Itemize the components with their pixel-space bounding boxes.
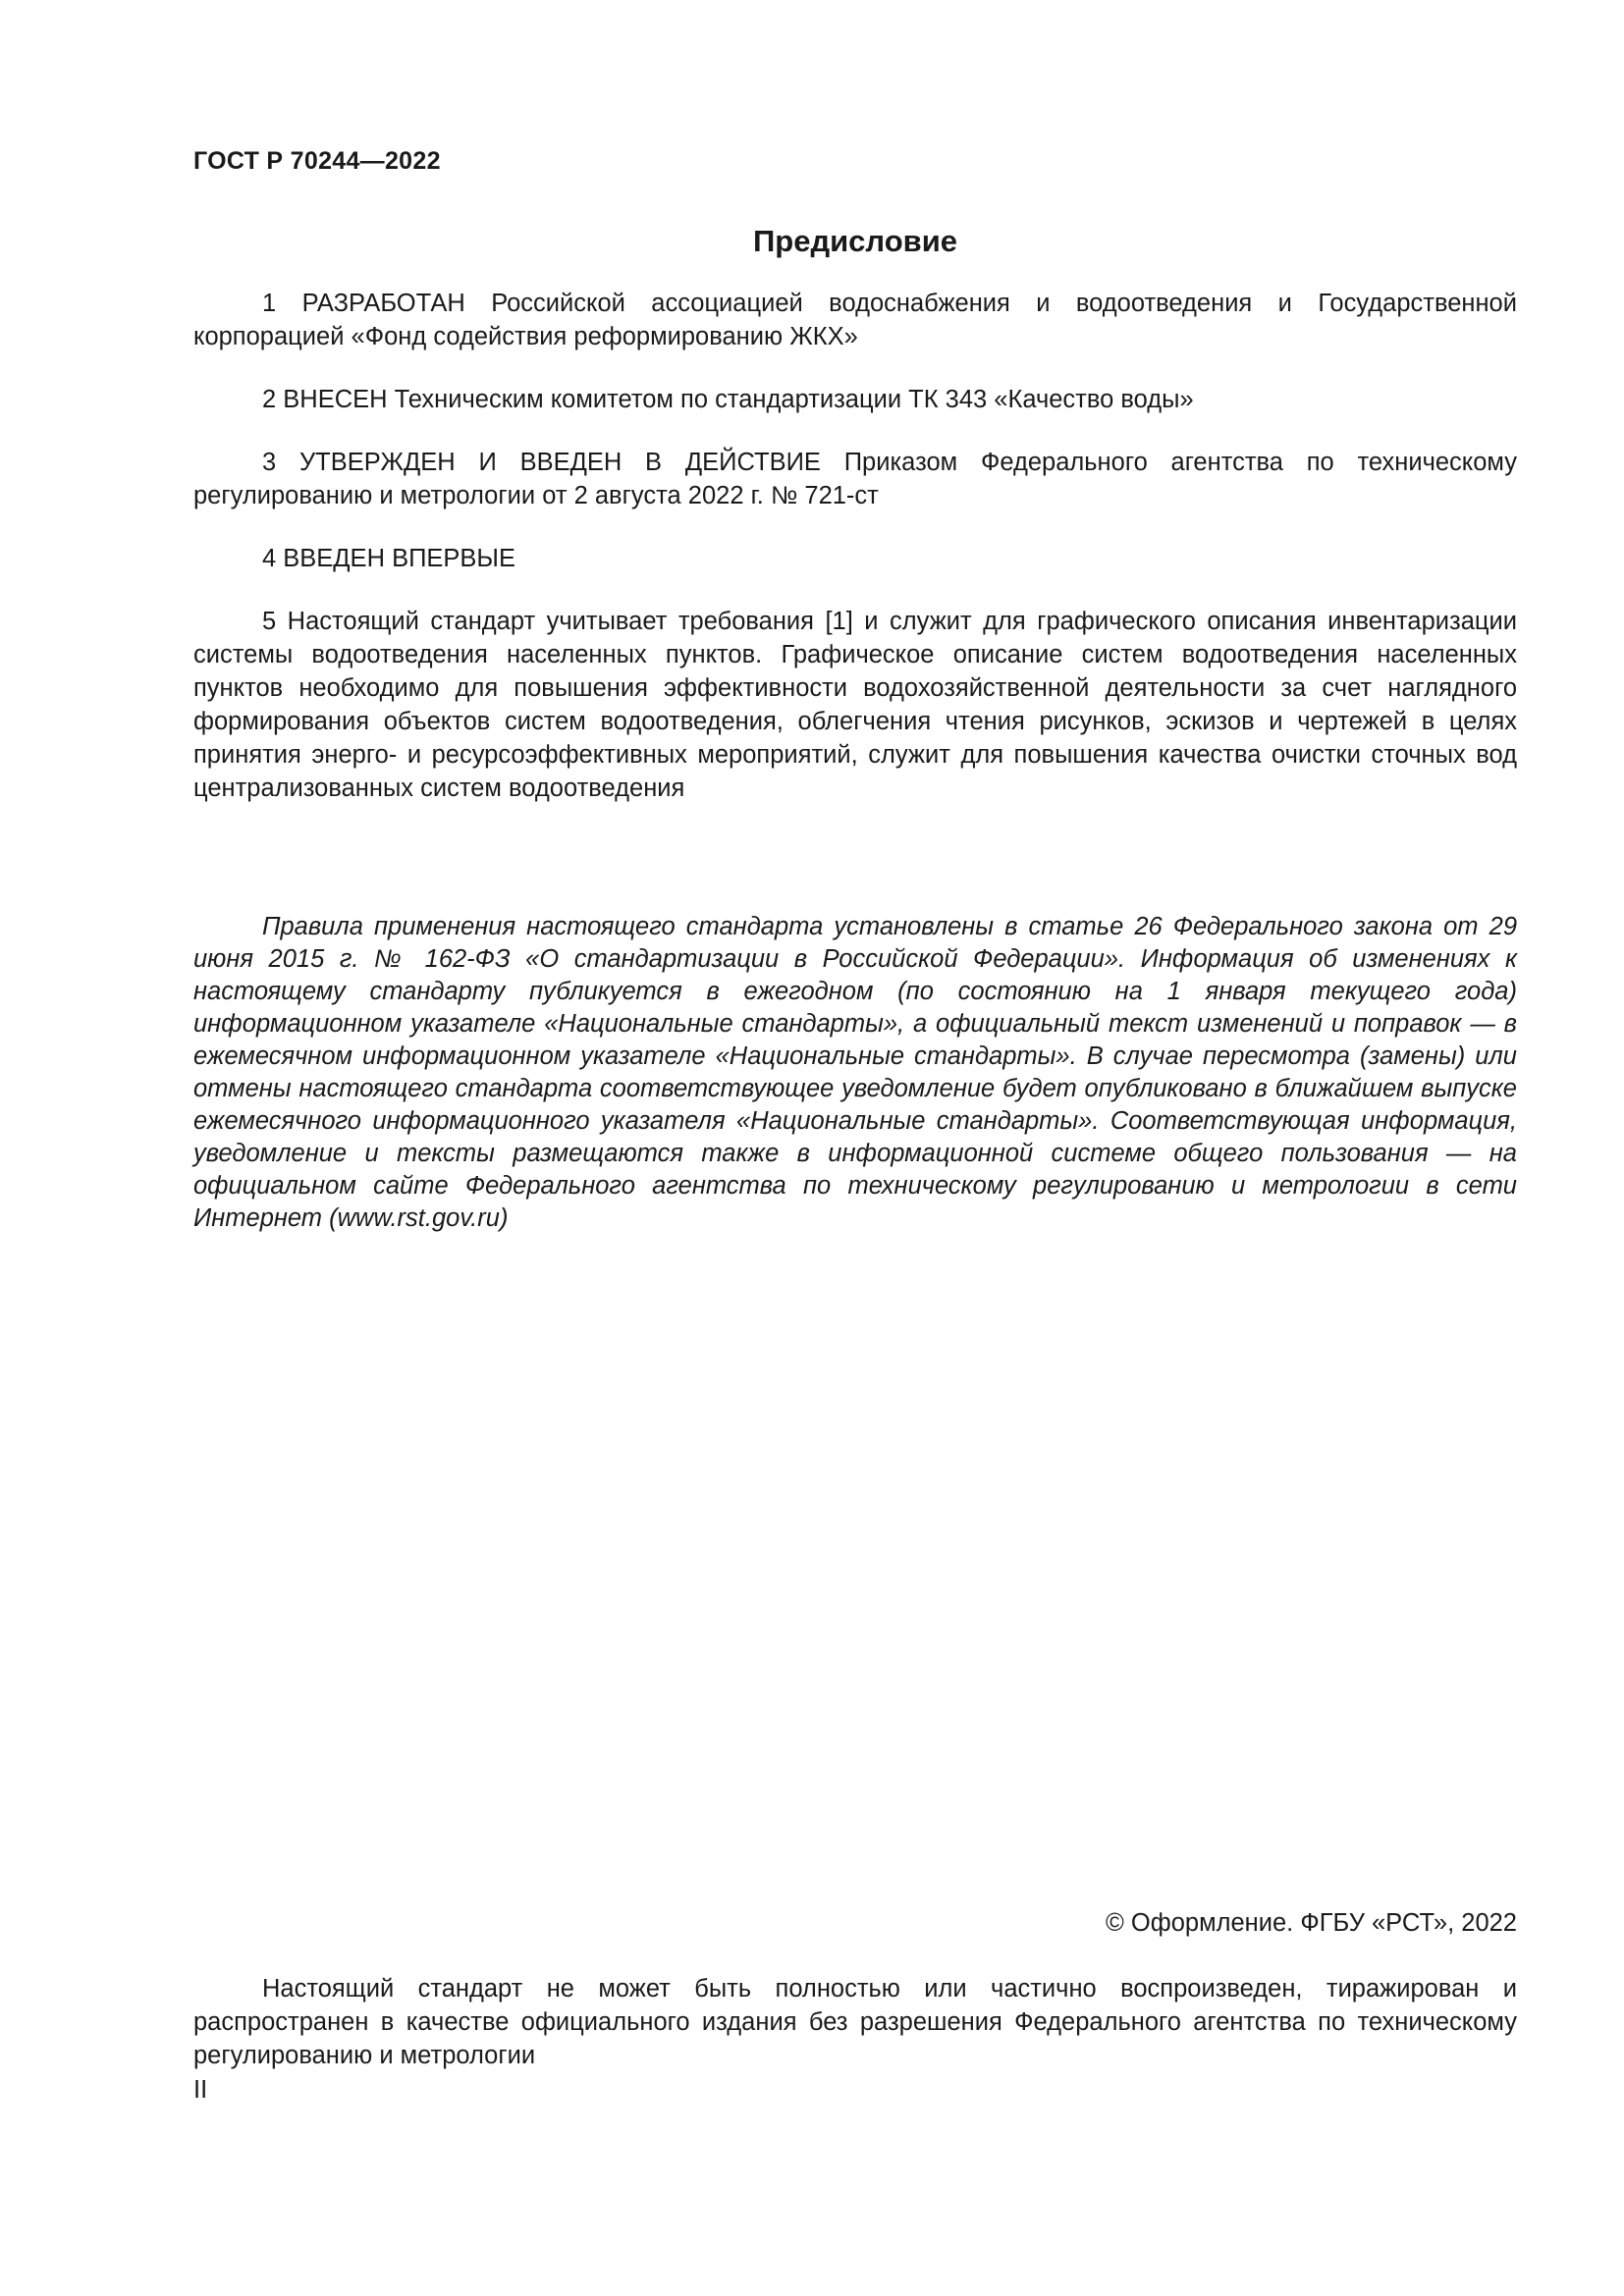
preface-item-2 — [193, 383, 1517, 416]
preface-item-lead: 1 РАЗРАБОТАН — [262, 290, 465, 317]
document-page — [193, 0, 1517, 2296]
application-rules-note: Правила применения настоящего стандарта установлены в статье 26 Федерального закона от 29 июня 2015 г. № 162-ФЗ «О стандартизации в Российской Федерации». Информация об изменениях к настоящему стандарту публикуется в ежегодном (по состоянию на 1 января текущего года) информационном указателе «Национальные стандарты», а официальный текст изменений и поправок — в ежемесячном информационном указателе «Национальные стандарты». В случае пересмотра (замены) или отмены настоящего стандарта соответствующее уведомление будет опубликовано в ближайшем выпуске ежемесячного информационного указателя «Национальные стандарты». Соответствующая информация, уведомление и тексты размещаются также в информационной системе общего пользования — на официальном сайте Федерального агентства по техническому регулированию и метрологии в сети Интернет (www.rst.gov.ru) — [193, 913, 1517, 1232]
preface-item-text: Приказом Федерального агентства по техническому регулированию и метрологии от 2 августа 2022 г. № 721-ст — [193, 449, 1517, 509]
page-title: Предисловие — [752, 224, 957, 258]
preface-item-text: Настоящий стандарт учитывает требования [1] и служит для графического описания инвентаризации системы водоотведения населенных пунктов. Графическое описание систем водоотведения населенных пунктов необходимо для повышения эффективности водохозяйственной деятельности за счет наглядного формирования объектов систем водоотведения, облегчения чтения рисунков, эскизов и чертежей в целях принятия энерго- и ресурсоэффективных мероприятий, служит для повышения качества очистки сточных вод централизованных систем водоотведения — [193, 608, 1517, 802]
preface-item-4 — [193, 542, 1517, 575]
preface-section — [193, 287, 1517, 834]
preface-item-lead: 3 УТВЕРЖДЕН И ВВЕДЕН В ДЕЙСТВИЕ — [262, 449, 821, 476]
preface-item-lead: 2 ВНЕСЕН — [262, 386, 388, 413]
preface-item-text: Российской ассоциацией водоснабжения и водоотведения и Государственной корпорацией «Фонд содействия реформированию ЖКХ» — [193, 290, 1517, 350]
preface-item-text: Техническим комитетом по стандартизации ТК 343 «Качество воды» — [387, 386, 1194, 413]
copyright-notice: © Оформление. ФГБУ «РСТ», 2022 — [1106, 1909, 1517, 1937]
preface-item-5 — [193, 605, 1517, 805]
preface-item-1 — [193, 287, 1517, 353]
preface-item-lead: 4 ВВЕДЕН ВПЕРВЫЕ — [262, 545, 516, 572]
reproduction-disclaimer: Настоящий стандарт не может быть полностью или частично воспроизведен, тиражирован и распространен в качестве официального издания без разрешения Федерального агентства по техническому регулированию и метрологии — [193, 1975, 1517, 2069]
document-code: ГОСТ Р 70244—2022 — [193, 147, 441, 175]
page-number: II — [193, 2076, 208, 2104]
preface-item-lead: 5 — [262, 608, 277, 635]
preface-item-3 — [193, 446, 1517, 512]
